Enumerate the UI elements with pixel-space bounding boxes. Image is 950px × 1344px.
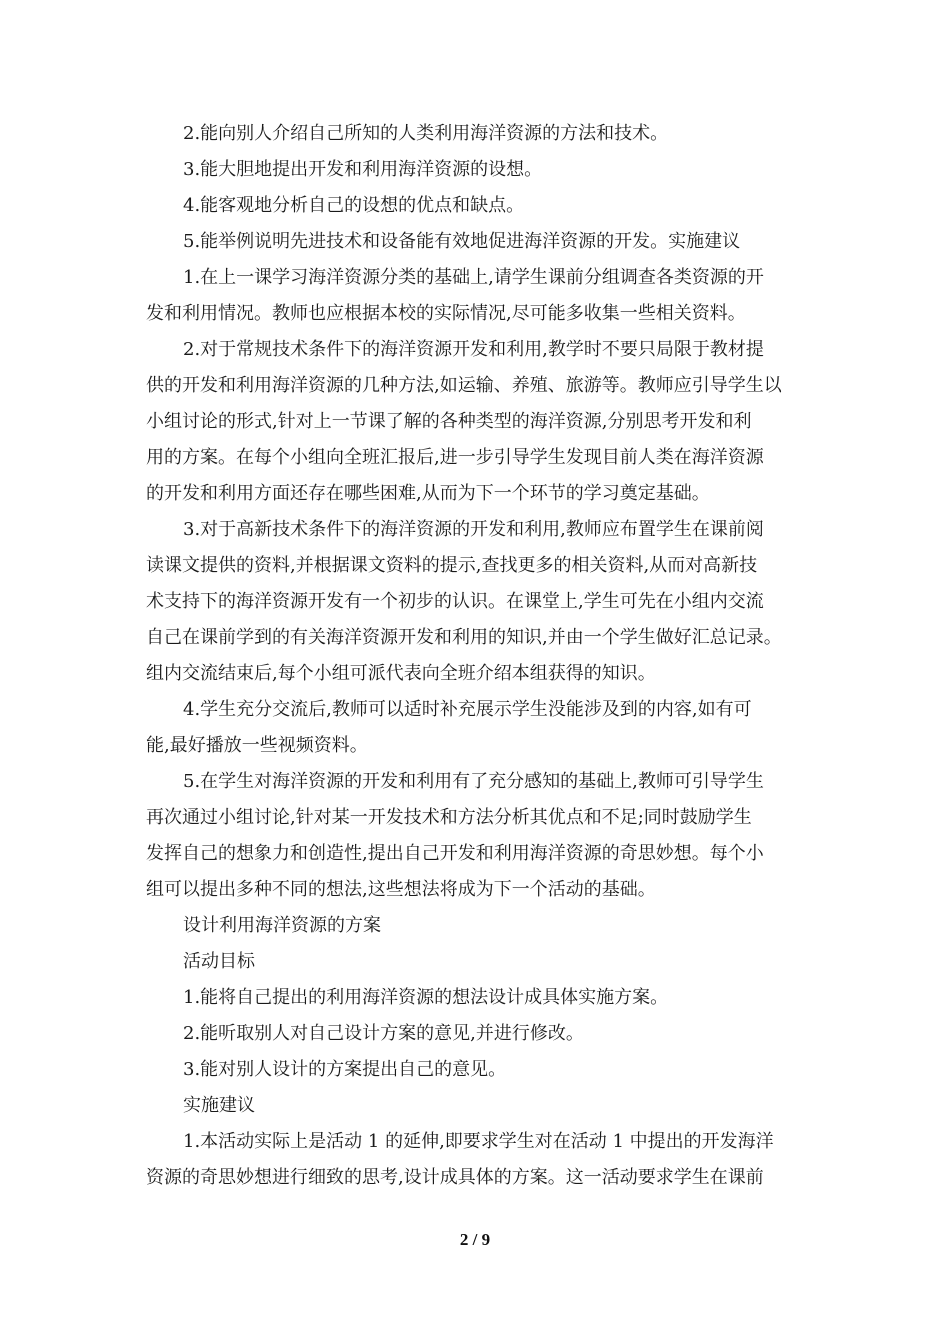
text-line: 用的方案。在每个小组向全班汇报后,进一步引导学生发现目前人类在海洋资源 bbox=[146, 447, 764, 468]
text-line: 1.在上一课学习海洋资源分类的基础上,请学生课前分组调查各类资源的开 bbox=[183, 267, 764, 288]
text-line: 4.能客观地分析自己的设想的优点和缺点。 bbox=[183, 195, 525, 216]
text-line: 活动目标 bbox=[183, 951, 255, 972]
text-line: 的开发和利用方面还存在哪些困难,从而为下一个环节的学习奠定基础。 bbox=[146, 483, 710, 504]
text-line: 再次通过小组讨论,针对某一开发技术和方法分析其优点和不足;同时鼓励学生 bbox=[146, 807, 752, 828]
text-line: 1.能将自己提出的利用海洋资源的想法设计成具体实施方案。 bbox=[183, 987, 669, 1008]
text-line: 读课文提供的资料,并根据课文资料的提示,查找更多的相关资料,从而对高新技 bbox=[146, 555, 758, 576]
text-line: 4.学生充分交流后,教师可以适时补充展示学生没能涉及到的内容,如有可 bbox=[183, 699, 752, 720]
text-line: 2.对于常规技术条件下的海洋资源开发和利用,教学时不要只局限于教材提 bbox=[183, 339, 764, 360]
text-line: 2.能向别人介绍自己所知的人类利用海洋资源的方法和技术。 bbox=[183, 123, 669, 144]
document-body bbox=[146, 116, 820, 1196]
text-line: 3.能大胆地提出开发和利用海洋资源的设想。 bbox=[183, 159, 543, 180]
text-line: 能,最好播放一些视频资料。 bbox=[146, 735, 368, 756]
text-line: 3.对于高新技术条件下的海洋资源的开发和利用,教师应布置学生在课前阅 bbox=[183, 519, 764, 540]
text-line: 发挥自己的想象力和创造性,提出自己开发和利用海洋资源的奇思妙想。每个小 bbox=[146, 843, 764, 864]
text-line: 3.能对别人设计的方案提出自己的意见。 bbox=[183, 1059, 507, 1080]
text-line: 术支持下的海洋资源开发有一个初步的认识。在课堂上,学生可先在小组内交流 bbox=[146, 591, 764, 612]
text-line: 发和利用情况。教师也应根据本校的实际情况,尽可能多收集一些相关资料。 bbox=[146, 303, 746, 324]
text-line: 资源的奇思妙想进行细致的思考,设计成具体的方案。这一活动要求学生在课前 bbox=[146, 1167, 764, 1188]
text-line: 组可以提出多种不同的想法,这些想法将成为下一个活动的基础。 bbox=[146, 879, 656, 900]
text-line: 小组讨论的形式,针对上一节课了解的各种类型的海洋资源,分别思考开发和利 bbox=[146, 411, 752, 432]
text-line: 5.在学生对海洋资源的开发和利用有了充分感知的基础上,教师可引导学生 bbox=[183, 771, 764, 792]
text-line: 设计利用海洋资源的方案 bbox=[183, 915, 381, 936]
text-line: 实施建议 bbox=[183, 1095, 255, 1116]
text-line: 供的开发和利用海洋资源的几种方法,如运输、养殖、旅游等。教师应引导学生以 bbox=[146, 375, 782, 396]
text-line: 自己在课前学到的有关海洋资源开发和利用的知识,并由一个学生做好汇总记录。 bbox=[146, 627, 782, 648]
text-line: 5.能举例说明先进技术和设备能有效地促进海洋资源的开发。实施建议 bbox=[183, 231, 741, 252]
text-line: 2.能听取别人对自己设计方案的意见,并进行修改。 bbox=[183, 1023, 584, 1044]
page-number: 2 / 9 bbox=[459, 1230, 491, 1249]
text-line: 1.本活动实际上是活动 1 的延伸,即要求学生对在活动 1 中提出的开发海洋 bbox=[183, 1131, 774, 1152]
text-line: 组内交流结束后,每个小组可派代表向全班介绍本组获得的知识。 bbox=[146, 663, 656, 684]
